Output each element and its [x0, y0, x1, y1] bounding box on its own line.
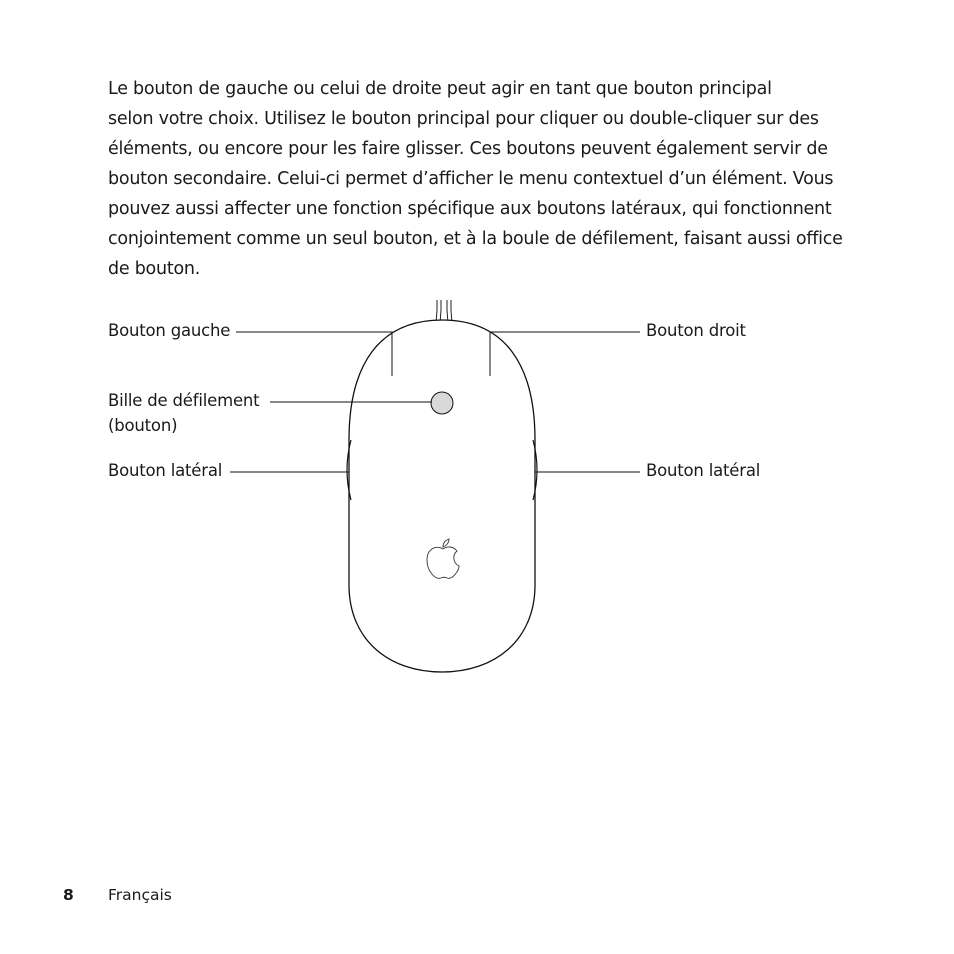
paragraph-line: Le bouton de gauche ou celui de droite peut agir en tant que bouton principal — [108, 79, 772, 99]
paragraph-line: conjointement comme un seul bouton, et à la boule de défilement, faisant aussi office — [108, 229, 843, 249]
scroll-ball — [431, 392, 453, 414]
label-side-button-left: Bouton latéral — [108, 461, 223, 480]
label-left-button: Bouton gauche — [108, 321, 231, 340]
paragraph-line: éléments, ou encore pour les faire glisser. Ces boutons peuvent également servir de — [108, 139, 828, 159]
label-scroll-ball: Bille de défilement — [108, 391, 260, 410]
label-side-button-right: Bouton latéral — [646, 461, 761, 480]
footer-language: Français — [108, 886, 172, 904]
paragraph-line: bouton secondaire. Celui-ci permet d’afficher le menu contextuel d’un élément. Vous — [108, 169, 834, 189]
paragraph-line: de bouton. — [108, 259, 201, 279]
paragraph-line: selon votre choix. Utilisez le bouton principal pour cliquer ou double-cliquer sur des — [108, 109, 819, 129]
mouse-body — [349, 320, 535, 672]
label-right-button: Bouton droit — [646, 321, 746, 340]
page-number: 8 — [63, 886, 74, 904]
label-scroll-ball-sub: (bouton) — [108, 416, 178, 435]
paragraph-line: pouvez aussi affecter une fonction spécifique aux boutons latéraux, qui fonctionnent — [108, 199, 832, 219]
